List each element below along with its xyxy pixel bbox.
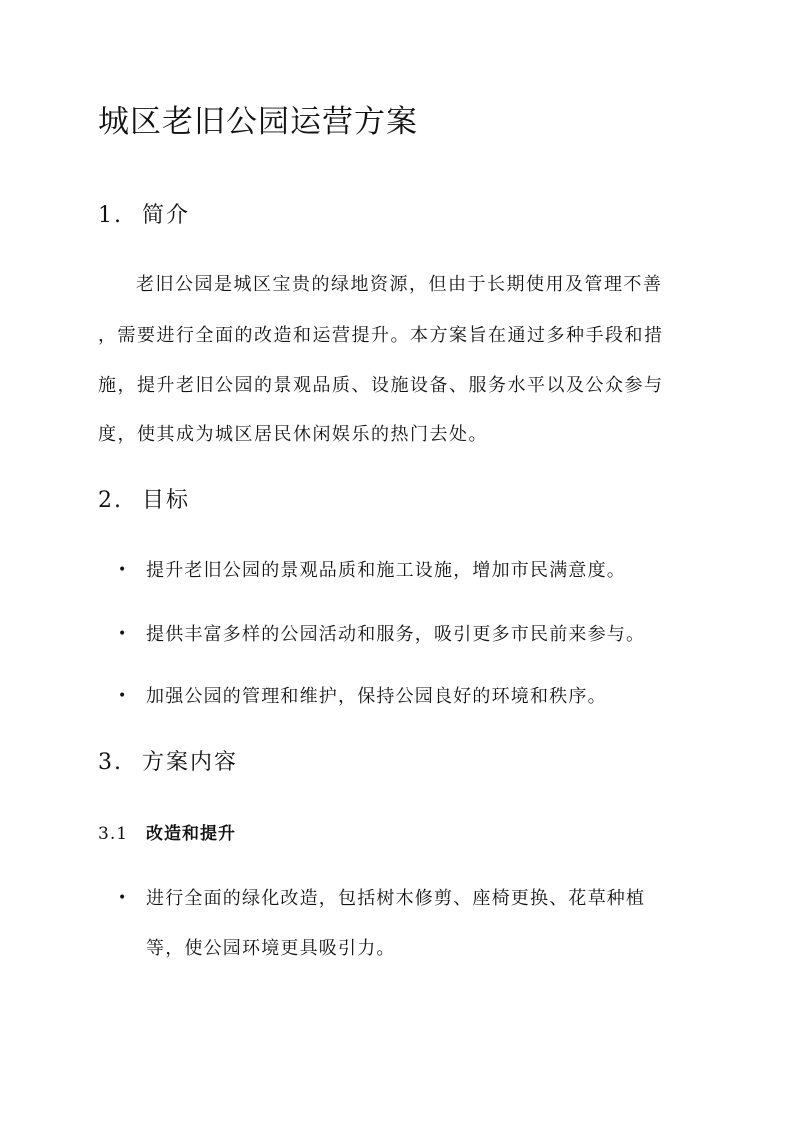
subsection-number: 3.1 xyxy=(98,824,129,844)
list-item-text: 提供丰富多样的公园活动和服务，吸引更多市民前来参与。 xyxy=(146,624,646,645)
list-item-text: 进行全面的绿化改造，包括树木修剪、座椅更换、花草种植 xyxy=(146,888,646,909)
section-heading-goals xyxy=(98,483,190,514)
list-item-continuation: 等，使公园环境更具吸引力。 xyxy=(146,938,396,959)
section-number: 1. xyxy=(98,203,123,228)
list-item xyxy=(118,682,607,708)
subsection-title: 改造和提升 xyxy=(146,824,236,844)
section-title: 方案内容 xyxy=(142,750,239,775)
list-item xyxy=(118,556,626,582)
paragraph-line: 施，提升老旧公园的景观品质、设施设备、服务水平以及公众参与 xyxy=(98,375,664,396)
list-item-text: 加强公园的管理和维护，保持公园良好的环境和秩序。 xyxy=(146,686,607,707)
bullet-icon: • xyxy=(118,626,128,642)
list-item xyxy=(118,884,645,910)
section-number: 3. xyxy=(98,750,123,775)
section-heading-plan xyxy=(98,745,238,776)
section-title: 简介 xyxy=(142,203,191,228)
paragraph-line: 老旧公园是城区宝贵的绿地资源，但由于长期使用及管理不善 xyxy=(136,274,663,295)
paragraph-line: 度，使其成为城区居民休闲娱乐的热门去处。 xyxy=(98,424,488,445)
paragraph-line: ，需要进行全面的改造和运营提升。本方案旨在通过多种手段和措 xyxy=(98,325,664,346)
bullet-icon: • xyxy=(118,688,128,704)
subsection-heading-renovation xyxy=(98,819,236,844)
section-number: 2. xyxy=(98,488,123,513)
section-heading-intro xyxy=(98,198,190,229)
list-item xyxy=(118,620,645,646)
list-item-text: 提升老旧公园的景观品质和施工设施，增加市民满意度。 xyxy=(146,560,626,581)
document-title: 城区老旧公园运营方案 xyxy=(98,104,418,140)
section-title: 目标 xyxy=(142,488,191,513)
bullet-icon: • xyxy=(118,562,128,578)
bullet-icon: • xyxy=(118,890,128,906)
